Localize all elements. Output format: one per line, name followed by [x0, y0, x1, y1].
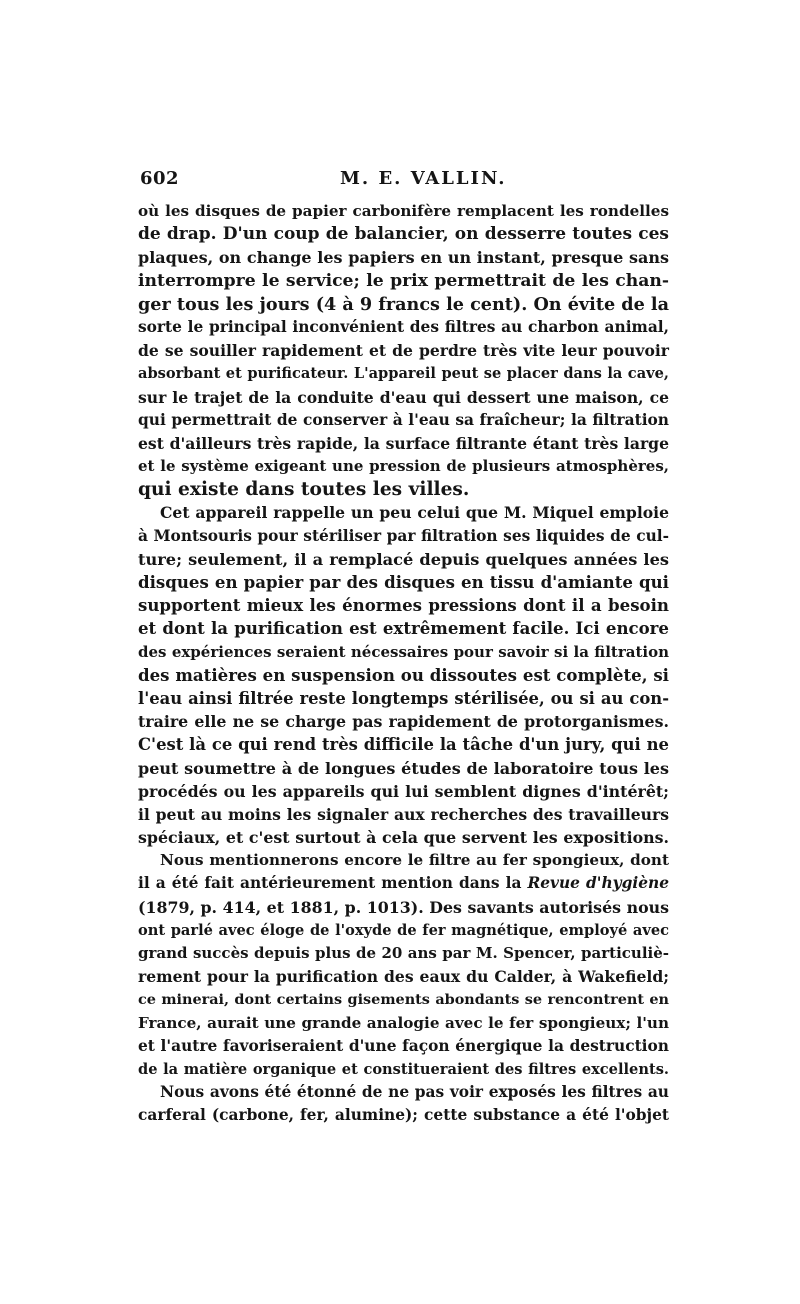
text-line: absorbant et purificateur. L'appareil peut se placer dans la cave, — [138, 365, 669, 383]
text-line: Nous avons été étonné de ne pas voir exposés les filtres au — [160, 1083, 669, 1102]
text-line: où les disques de papier carbonifère remplacent les rondelles — [138, 202, 669, 220]
text-line: procédés ou les appareils qui lui semblent dignes d'intérêt; — [138, 781, 669, 801]
text-line: Cet appareil rappelle un peu celui que M. Miquel emploie — [160, 503, 669, 523]
running-head: M. E. VALLIN. — [340, 168, 507, 189]
text-line-with-citation — [138, 872, 669, 895]
text-line: Nous mentionnerons encore le filtre au fer spongieux, dont — [160, 851, 669, 870]
text-line: des expériences seraient nécessaires pour savoir si la filtration — [138, 642, 669, 661]
text-line: ce minerai, dont certains gisements abondants se rencontrent en — [138, 991, 669, 1009]
text-line: ger tous les jours (4 à 9 francs le cent). On évite de la — [138, 293, 669, 315]
text-line: il peut au moins les signaler aux recherches des travailleurs — [138, 804, 669, 824]
journal-title: Revue d'hygiène — [527, 874, 669, 893]
text-line: est d'ailleurs très rapide, la surface filtrante étant très large — [138, 433, 669, 453]
page-header — [140, 168, 670, 194]
text-line: plaques, on change les papiers en un instant, presque sans — [138, 248, 669, 268]
text-line: des matières en suspension ou dissoutes est complète, si — [138, 664, 669, 685]
text-line: rement pour la purification des eaux du Calder, à Wakefield; — [138, 967, 669, 987]
text-line: et le système exigeant une pression de plusieurs atmosphères, — [138, 457, 669, 476]
text-line: carferal (carbone, fer, alumine); cette substance a été l'objet — [138, 1106, 669, 1125]
text-line: traire elle ne se charge pas rapidement de protorganismes. — [138, 712, 669, 732]
text-line: grand succès depuis plus de 20 ans par M. Spencer, particuliè- — [138, 944, 669, 962]
text-line: (1879, p. 414, et 1881, p. 1013). Des savants autorisés nous — [138, 897, 669, 917]
text-line: et dont la purification est extrêmement facile. Ici encore — [138, 618, 669, 639]
text-line: de se souiller rapidement et de perdre très vite leur pouvoir — [138, 341, 669, 361]
text-line: France, aurait une grande analogie avec le fer spongieux; l'un — [138, 1013, 669, 1032]
text-line: ture; seulement, il a remplacé depuis quelques années les — [138, 549, 669, 569]
text-line: sur le trajet de la conduite d'eau qui dessert une maison, ce — [138, 387, 669, 407]
text-line: de la matière organique et constitueraient des filtres excellents. — [138, 1060, 669, 1078]
text-line: qui existe dans toutes les villes. — [138, 479, 470, 501]
text-line: ont parlé avec éloge de l'oxyde de fer magnétique, employé avec — [138, 921, 669, 939]
text-fragment: il a été fait antérieurement mention dans la — [138, 874, 528, 893]
text-line: l'eau ainsi filtrée reste longtemps stérilisée, ou si au con- — [138, 688, 669, 708]
text-line: et l'autre favoriseraient d'une façon énergique la destruction — [138, 1036, 669, 1055]
text-line: peut soumettre à de longues études de laboratoire tous les — [138, 758, 669, 778]
text-line: sorte le principal inconvénient des filtres au charbon animal, — [138, 317, 669, 336]
text-line: spéciaux, et c'est surtout à cela que servent les expositions. — [138, 828, 669, 848]
text-line: interrompre le service; le prix permettrait de les chan- — [138, 270, 669, 291]
page-number: 602 — [140, 168, 180, 189]
body-text — [138, 200, 669, 1128]
text-line: qui permettrait de conserver à l'eau sa fraîcheur; la filtration — [138, 410, 669, 429]
text-line: supportent mieux les énormes pressions dont il a besoin — [138, 595, 669, 616]
text-line: à Montsouris pour stériliser par filtration ses liquides de cul- — [138, 526, 669, 545]
text-line: C'est là ce qui rend très difficile la tâche d'un jury, qui ne — [138, 735, 669, 755]
text-line: de drap. D'un coup de balancier, on desserre toutes ces — [138, 224, 669, 245]
text-line: disques en papier par des disques en tissu d'amiante qui — [138, 572, 669, 592]
